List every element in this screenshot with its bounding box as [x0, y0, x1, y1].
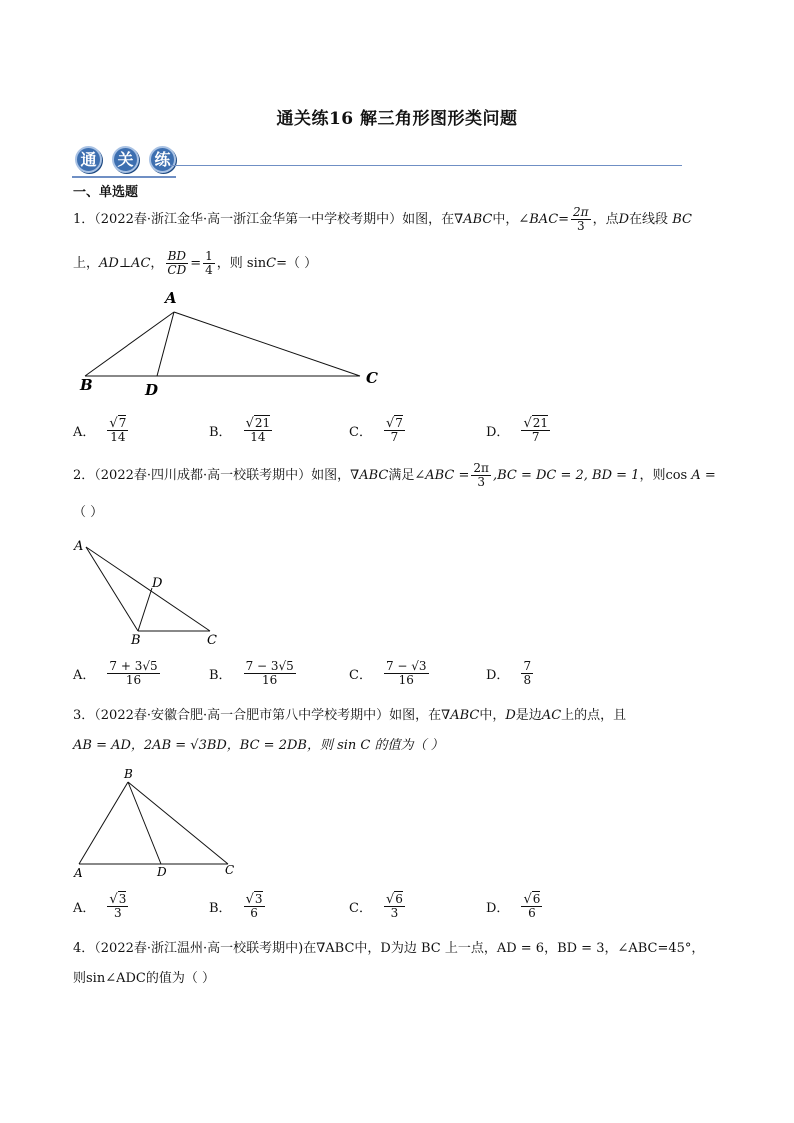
q1-option-d[interactable]: D． $\frac{√21}{7}$ — [486, 416, 549, 444]
q1-figure — [70, 285, 400, 400]
q3-label-c: C — [225, 863, 235, 877]
q3-line1: 3．（2022春·安徽合肥·高一合肥市第八中学校考期中）如图，在∇ABC中，D是边AC上的点，且 — [73, 708, 627, 723]
q3-option-a[interactable]: A． $\frac{√3}{3}$ — [73, 892, 127, 920]
section-heading: 一、单选题 — [73, 185, 139, 200]
q1-label-b: B — [80, 376, 93, 394]
q2-option-c[interactable]: C． $\frac{7 - √3}{16}$ — [349, 659, 427, 687]
badge-lian: 练 — [149, 146, 176, 173]
q2-label-d: D — [152, 576, 163, 591]
page-title: 通关练16 解三角形图形类问题 — [276, 109, 518, 129]
badge-tong: 通 — [75, 146, 102, 173]
q4-line2: 则sin∠ADC的值为（ ） — [73, 971, 215, 986]
q3-option-d[interactable]: D． $\frac{√6}{6}$ — [486, 892, 541, 920]
q2-label-a: A — [74, 539, 84, 554]
q4-line1: 4．（2022春·浙江温州·高一校联考期中)在∇ABC中，D为边 BC 上一点，AD = 6，BD = 3，∠ABC=45°， — [73, 941, 705, 956]
q3-line2: AB = AD，2AB = √3BD，BC = 2DB，则 sin C 的值为（ ） — [73, 738, 444, 753]
q3-figure — [70, 765, 245, 880]
q1-label-d: D — [145, 381, 159, 399]
header-rule — [170, 165, 682, 166]
q1-line2: 上，AD⊥AC， $\frac{BD}{CD}$ = $\frac{1}{4}$ ，则 sinC=（ ） — [73, 249, 318, 277]
q1-option-c[interactable]: C． $\frac{√7}{7}$ — [349, 416, 403, 444]
q2-line1: 2．（2022春·四川成都·高一校联考期中）如图，∇ABC满足∠ABC = $\frac{2\pi}{3}$ ,BC = DC = 2, BD = 1，则cos A = — [73, 461, 716, 489]
q1-option-b[interactable]: B． $\frac{√21}{14}$ — [209, 416, 271, 444]
q1-label-c: C — [366, 369, 378, 387]
q2-label-c: C — [207, 633, 217, 648]
q2-figure — [70, 535, 230, 650]
q2-answer-paren: （ ） — [73, 505, 104, 520]
q3-option-c[interactable]: C． $\frac{√6}{3}$ — [349, 892, 403, 920]
q2-option-d[interactable]: D． $\frac{7}{8}$ — [486, 659, 532, 687]
q1-option-a[interactable]: A． $\frac{√7}{14}$ — [73, 416, 127, 444]
q2-option-b[interactable]: B． $\frac{7 - 3√5}{16}$ — [209, 659, 294, 687]
q1-label-a: A — [165, 289, 177, 307]
q2-option-a[interactable]: A． $\frac{7 + 3√5}{16}$ — [73, 659, 158, 687]
q3-label-d: D — [157, 865, 167, 879]
q3-option-b[interactable]: B． $\frac{√3}{6}$ — [209, 892, 263, 920]
q2-label-b: B — [131, 633, 141, 648]
q1-line1: 1．（2022春·浙江金华·高一浙江金华第一中学校考期中）如图，在∇ABC中，∠BAC= $\frac{2\pi}{3}$ ，点D在线段 BC — [73, 205, 692, 233]
badge-underline — [72, 176, 176, 178]
badge-guan: 关 — [112, 146, 139, 173]
q3-label-a: A — [74, 866, 83, 880]
q3-label-b: B — [124, 767, 133, 781]
